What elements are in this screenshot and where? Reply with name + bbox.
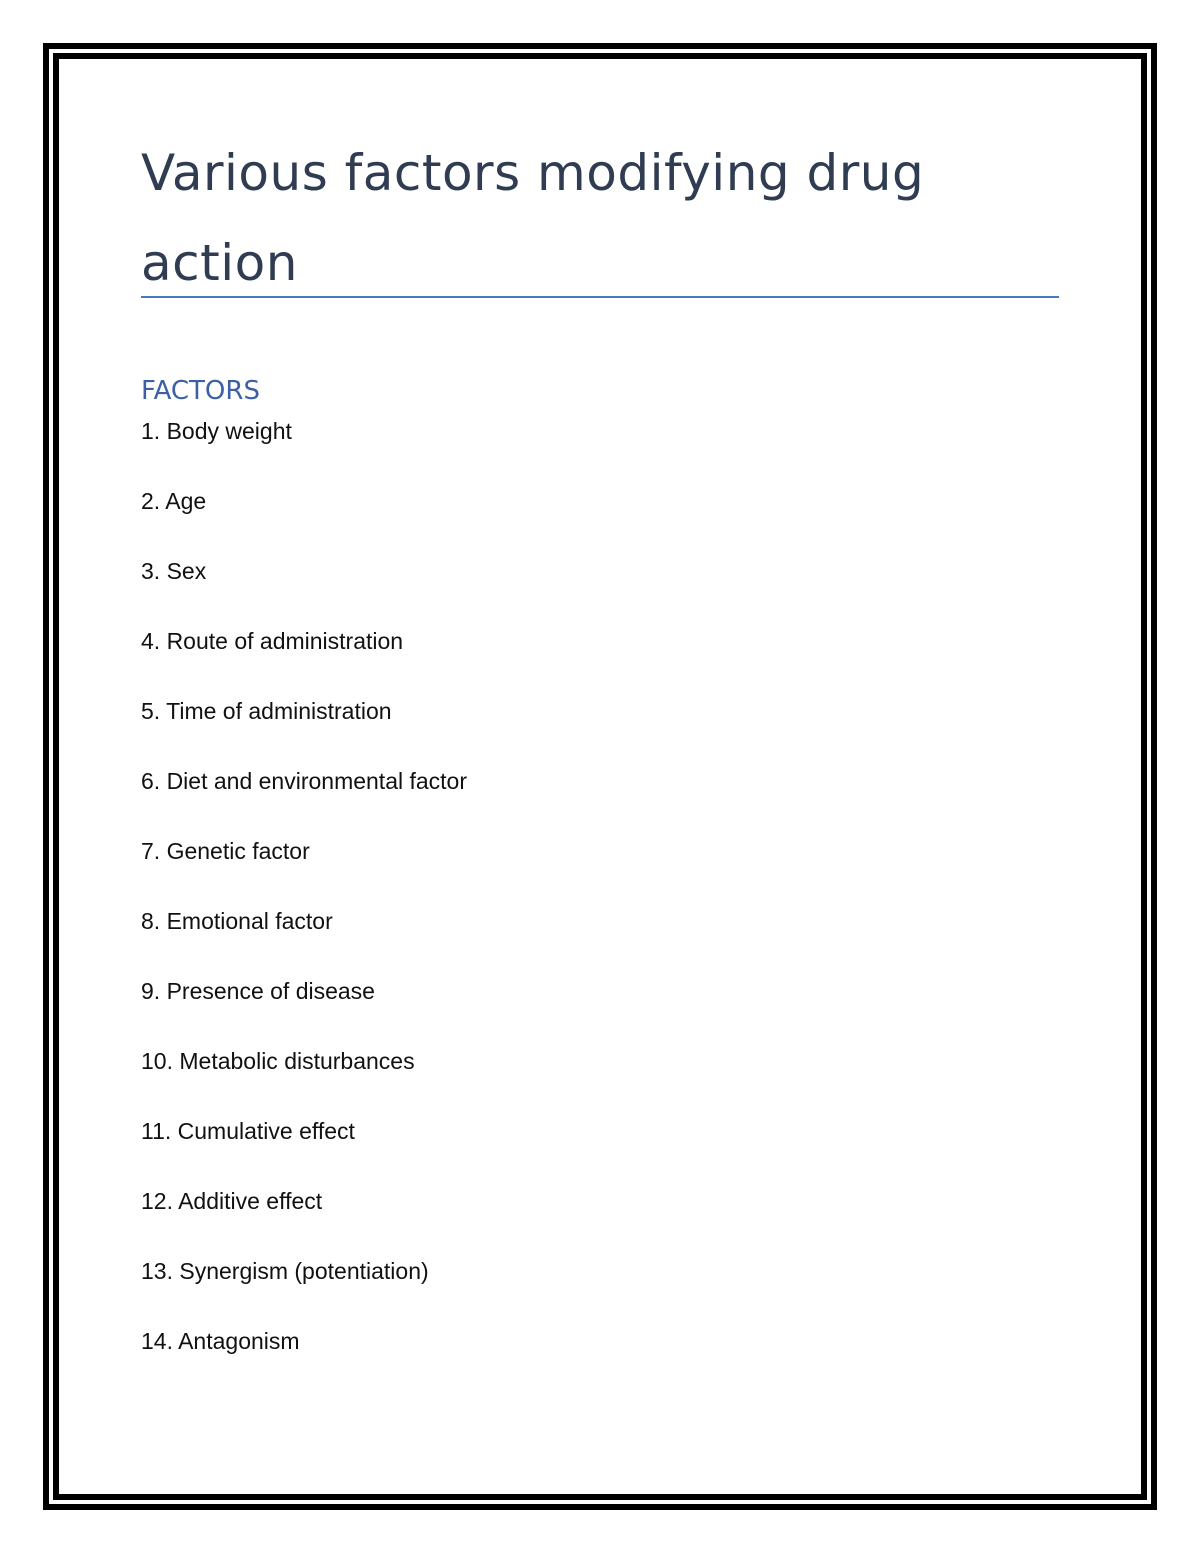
list-item: 10. Metabolic disturbances [141, 1048, 415, 1074]
list-item: 13. Synergism (potentiation) [141, 1258, 429, 1284]
list-item: 3. Sex [141, 558, 207, 584]
list-item: 12. Additive effect [141, 1188, 323, 1214]
list-item: 14. Antagonism [141, 1328, 300, 1354]
list-item: 8. Emotional factor [141, 908, 333, 934]
list-item: 9. Presence of disease [141, 978, 375, 1004]
list-item: 7. Genetic factor [141, 838, 310, 864]
list-item: 6. Diet and environmental factor [141, 768, 468, 794]
list-item: 2. Age [141, 488, 207, 514]
document-title: Various factors modifying drug action [141, 144, 925, 292]
list-item: 1. Body weight [141, 418, 292, 444]
section-heading-factors: FACTORS [141, 376, 260, 406]
list-item: 11. Cumulative effect [141, 1118, 355, 1144]
factor-list [141, 413, 467, 1393]
list-item: 4. Route of administration [141, 628, 404, 654]
title-underline [141, 296, 1059, 298]
list-item: 5. Time of administration [141, 698, 392, 724]
